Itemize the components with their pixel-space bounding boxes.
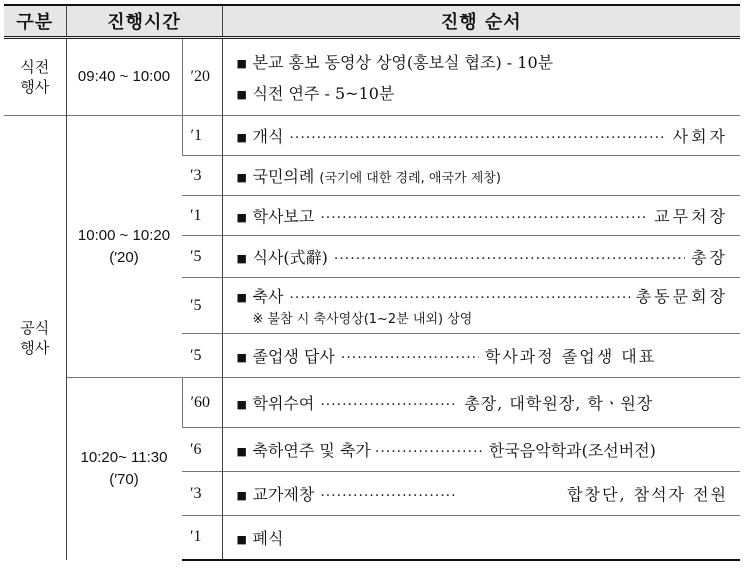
row-minutes: ′1 [182,516,222,560]
row-minutes: ′6 [182,428,222,472]
header-category: 구분 [4,5,66,38]
pre-ceremony-row [4,38,740,116]
table-row [4,116,740,156]
list-item: ■ 본교 홍보 동영상 상영(홍보실 협조) - 10분 [236,53,554,72]
list-item: ■ 교가제창 ····· 합창단, 참석자 전원 [237,482,729,505]
square-bullet-icon: ■ [236,88,247,101]
square-bullet-icon: ■ [236,291,247,304]
square-bullet-icon: ■ [236,398,247,411]
pre-ceremony-time: 09:40 ~ 10:00 [66,38,182,116]
dotted-leader [375,444,485,460]
table-row [4,378,740,428]
header-order: 진행 순서 [222,5,740,38]
list-item: ■ 졸업생 답사 ····· 학사과정 졸업생 대표 [237,344,729,367]
list-item: ■ 학사보고 ····· 교무처장 [237,204,729,227]
header-time: 진행시간 [66,5,222,38]
dotted-leader [289,130,666,146]
list-item: ■ 국민의례 (국기에 대한 경례, 애국가 제창) [236,167,501,186]
square-bullet-icon: ■ [236,489,247,502]
list-item: ■ 학위수여 ····· 총장, 대학원장, 학ㆍ원장 [237,391,729,414]
list-item: ■ 개식 ····· 사회자 [237,124,729,147]
official-time-block-1: 10:00 ~ 10:20 (′20) [66,116,182,378]
row-minutes: ′5 [182,236,222,278]
dotted-leader [320,488,458,504]
square-bullet-icon: ■ [236,252,247,265]
square-bullet-icon: ■ [236,57,247,70]
row-minutes: ′1 [182,196,222,236]
list-item: ■ 식전 연주 - 5~10분 [236,84,395,103]
ceremony-schedule-table [4,4,740,561]
row-minutes: ′5 [182,278,222,334]
pre-ceremony-order [222,38,740,116]
header-row [4,5,740,38]
row-minutes: ′1 [182,116,222,156]
square-bullet-icon: ■ [236,131,247,144]
row-minutes: ′3 [182,472,222,516]
square-bullet-icon: ■ [236,445,247,458]
row-minutes: ′3 [182,156,222,196]
square-bullet-icon: ■ [236,171,247,184]
pre-ceremony-minutes: ′20 [182,38,222,116]
dotted-leader [334,251,685,267]
row-minutes: ′5 [182,334,222,378]
square-bullet-icon: ■ [236,532,247,546]
list-item: ■ 폐식 [236,528,284,548]
list-item: ■ 식사(式辭) ····· 총장 [237,245,729,268]
row-minutes: ′60 [182,378,222,428]
official-time-block-2: 10:20~ 11:30 (′70) [66,378,182,560]
dotted-leader [320,210,648,226]
dotted-leader [289,290,629,306]
list-item: ■ 축하연주 및 축가 ····· 한국음악학과(조선버전) [237,438,729,461]
official-category: 공식 행사 [4,116,66,560]
pre-ceremony-category: 식전 행사 [4,38,66,116]
list-item: ■ 축사 ····· 총동문회장 [237,284,729,307]
square-bullet-icon: ■ [236,211,247,224]
dotted-leader [341,350,479,366]
absence-note: ※ 불참 시 축사영상(1~2분 내외) 상영 [252,312,473,327]
square-bullet-icon: ■ [236,351,247,364]
dotted-leader [320,397,458,413]
